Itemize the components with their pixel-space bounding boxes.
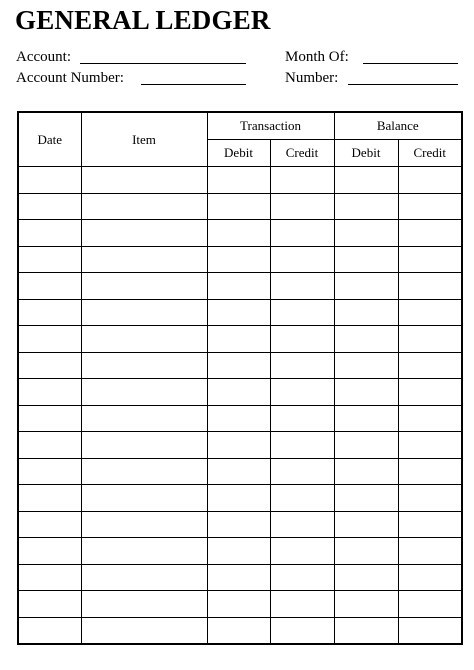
transaction-debit-cell[interactable] bbox=[207, 564, 270, 591]
month-of-blank-line[interactable] bbox=[363, 63, 458, 64]
balance-credit-cell[interactable] bbox=[398, 538, 462, 565]
item-cell[interactable] bbox=[81, 485, 207, 512]
account-number-field bbox=[16, 69, 124, 87]
page-title: GENERAL LEDGER bbox=[15, 5, 271, 35]
date-cell[interactable] bbox=[18, 273, 81, 300]
balance-header: Balance bbox=[334, 112, 462, 140]
transaction-debit-cell[interactable] bbox=[207, 246, 270, 273]
table-row bbox=[18, 538, 462, 565]
transaction-debit-cell[interactable] bbox=[207, 299, 270, 326]
balance-debit-cell[interactable] bbox=[334, 193, 398, 220]
date-cell[interactable] bbox=[18, 564, 81, 591]
balance-credit-cell[interactable] bbox=[398, 167, 462, 194]
item-cell[interactable] bbox=[81, 511, 207, 538]
date-cell[interactable] bbox=[18, 617, 81, 644]
balance-credit-cell[interactable] bbox=[398, 617, 462, 644]
date-cell[interactable] bbox=[18, 511, 81, 538]
balance-debit-cell[interactable] bbox=[334, 405, 398, 432]
item-cell[interactable] bbox=[81, 299, 207, 326]
balance-debit-cell[interactable] bbox=[334, 432, 398, 459]
balance-credit-cell[interactable] bbox=[398, 458, 462, 485]
balance-debit-cell[interactable] bbox=[334, 220, 398, 247]
transaction-debit-cell[interactable] bbox=[207, 193, 270, 220]
transaction-credit-cell[interactable] bbox=[270, 485, 334, 512]
item-cell[interactable] bbox=[81, 538, 207, 565]
balance-debit-cell[interactable] bbox=[334, 485, 398, 512]
transaction-debit-cell[interactable] bbox=[207, 617, 270, 644]
item-cell[interactable] bbox=[81, 273, 207, 300]
table-row bbox=[18, 379, 462, 406]
transaction-credit-cell[interactable] bbox=[270, 432, 334, 459]
table-row bbox=[18, 485, 462, 512]
balance-credit-cell[interactable] bbox=[398, 193, 462, 220]
transaction-debit-header: Debit bbox=[207, 140, 270, 167]
balance-credit-cell[interactable] bbox=[398, 485, 462, 512]
table-row bbox=[18, 220, 462, 247]
table-row bbox=[18, 193, 462, 220]
transaction-credit-header: Credit bbox=[270, 140, 334, 167]
transaction-debit-cell[interactable] bbox=[207, 591, 270, 618]
item-header: Item bbox=[81, 112, 207, 167]
balance-debit-cell[interactable] bbox=[334, 511, 398, 538]
table-row bbox=[18, 299, 462, 326]
account-number-blank-line[interactable] bbox=[141, 84, 246, 85]
date-cell[interactable] bbox=[18, 352, 81, 379]
number-field bbox=[285, 69, 338, 87]
balance-debit-cell[interactable] bbox=[334, 352, 398, 379]
transaction-credit-cell[interactable] bbox=[270, 352, 334, 379]
account-label: Account: bbox=[16, 49, 71, 65]
transaction-credit-cell[interactable] bbox=[270, 246, 334, 273]
balance-debit-cell[interactable] bbox=[334, 538, 398, 565]
item-cell[interactable] bbox=[81, 220, 207, 247]
balance-debit-cell[interactable] bbox=[334, 273, 398, 300]
balance-debit-cell[interactable] bbox=[334, 299, 398, 326]
transaction-debit-cell[interactable] bbox=[207, 379, 270, 406]
transaction-credit-cell[interactable] bbox=[270, 379, 334, 406]
month-of-label: Month Of: bbox=[285, 49, 349, 65]
transaction-debit-cell[interactable] bbox=[207, 220, 270, 247]
number-label: Number: bbox=[285, 70, 339, 86]
item-cell[interactable] bbox=[81, 326, 207, 353]
item-cell[interactable] bbox=[81, 458, 207, 485]
date-cell[interactable] bbox=[18, 299, 81, 326]
table-row bbox=[18, 432, 462, 459]
date-cell[interactable] bbox=[18, 220, 81, 247]
balance-debit-cell[interactable] bbox=[334, 564, 398, 591]
transaction-credit-cell[interactable] bbox=[270, 299, 334, 326]
balance-credit-cell[interactable] bbox=[398, 326, 462, 353]
transaction-debit-cell[interactable] bbox=[207, 326, 270, 353]
balance-debit-cell[interactable] bbox=[334, 591, 398, 618]
date-cell[interactable] bbox=[18, 167, 81, 194]
balance-credit-cell[interactable] bbox=[398, 432, 462, 459]
transaction-debit-cell[interactable] bbox=[207, 273, 270, 300]
balance-credit-cell[interactable] bbox=[398, 564, 462, 591]
table-row bbox=[18, 405, 462, 432]
table-row bbox=[18, 167, 462, 194]
balance-credit-cell[interactable] bbox=[398, 352, 462, 379]
balance-debit-header: Debit bbox=[334, 140, 398, 167]
balance-debit-cell[interactable] bbox=[334, 379, 398, 406]
balance-credit-header: Credit bbox=[398, 140, 462, 167]
item-cell[interactable] bbox=[81, 591, 207, 618]
table-row bbox=[18, 564, 462, 591]
table-row bbox=[18, 273, 462, 300]
transaction-credit-cell[interactable] bbox=[270, 564, 334, 591]
balance-debit-cell[interactable] bbox=[334, 326, 398, 353]
transaction-header: Transaction bbox=[207, 112, 334, 140]
table-row bbox=[18, 352, 462, 379]
balance-credit-cell[interactable] bbox=[398, 220, 462, 247]
date-cell[interactable] bbox=[18, 246, 81, 273]
account-field bbox=[16, 48, 71, 66]
date-cell[interactable] bbox=[18, 432, 81, 459]
date-header: Date bbox=[18, 112, 81, 167]
transaction-credit-cell[interactable] bbox=[270, 220, 334, 247]
transaction-credit-cell[interactable] bbox=[270, 326, 334, 353]
item-cell[interactable] bbox=[81, 405, 207, 432]
transaction-credit-cell[interactable] bbox=[270, 538, 334, 565]
account-number-label: Account Number: bbox=[16, 70, 124, 86]
transaction-debit-cell[interactable] bbox=[207, 458, 270, 485]
table-row bbox=[18, 511, 462, 538]
date-cell[interactable] bbox=[18, 379, 81, 406]
balance-credit-cell[interactable] bbox=[398, 246, 462, 273]
ledger-table bbox=[17, 111, 463, 645]
transaction-debit-cell[interactable] bbox=[207, 538, 270, 565]
item-cell[interactable] bbox=[81, 193, 207, 220]
date-cell[interactable] bbox=[18, 538, 81, 565]
date-cell[interactable] bbox=[18, 591, 81, 618]
transaction-debit-cell[interactable] bbox=[207, 405, 270, 432]
date-cell[interactable] bbox=[18, 458, 81, 485]
balance-debit-cell[interactable] bbox=[334, 617, 398, 644]
item-cell[interactable] bbox=[81, 564, 207, 591]
table-row bbox=[18, 326, 462, 353]
table-row bbox=[18, 246, 462, 273]
balance-debit-cell[interactable] bbox=[334, 167, 398, 194]
item-cell[interactable] bbox=[81, 167, 207, 194]
balance-credit-cell[interactable] bbox=[398, 273, 462, 300]
transaction-debit-cell[interactable] bbox=[207, 432, 270, 459]
item-cell[interactable] bbox=[81, 246, 207, 273]
balance-debit-cell[interactable] bbox=[334, 246, 398, 273]
month-of-field bbox=[285, 48, 349, 66]
balance-credit-cell[interactable] bbox=[398, 591, 462, 618]
balance-credit-cell[interactable] bbox=[398, 299, 462, 326]
transaction-debit-cell[interactable] bbox=[207, 352, 270, 379]
transaction-debit-cell[interactable] bbox=[207, 511, 270, 538]
transaction-credit-cell[interactable] bbox=[270, 167, 334, 194]
transaction-credit-cell[interactable] bbox=[270, 193, 334, 220]
balance-credit-cell[interactable] bbox=[398, 379, 462, 406]
ledger-body bbox=[18, 167, 462, 645]
transaction-credit-cell[interactable] bbox=[270, 591, 334, 618]
item-cell[interactable] bbox=[81, 617, 207, 644]
table-row bbox=[18, 591, 462, 618]
account-blank-line[interactable] bbox=[80, 63, 246, 64]
transaction-credit-cell[interactable] bbox=[270, 273, 334, 300]
balance-debit-cell[interactable] bbox=[334, 458, 398, 485]
balance-credit-cell[interactable] bbox=[398, 405, 462, 432]
date-cell[interactable] bbox=[18, 193, 81, 220]
transaction-debit-cell[interactable] bbox=[207, 167, 270, 194]
transaction-debit-cell[interactable] bbox=[207, 485, 270, 512]
transaction-credit-cell[interactable] bbox=[270, 458, 334, 485]
transaction-credit-cell[interactable] bbox=[270, 405, 334, 432]
date-cell[interactable] bbox=[18, 405, 81, 432]
balance-credit-cell[interactable] bbox=[398, 511, 462, 538]
number-blank-line[interactable] bbox=[348, 84, 458, 85]
transaction-credit-cell[interactable] bbox=[270, 511, 334, 538]
table-row bbox=[18, 617, 462, 644]
item-cell[interactable] bbox=[81, 352, 207, 379]
date-cell[interactable] bbox=[18, 485, 81, 512]
table-row bbox=[18, 458, 462, 485]
item-cell[interactable] bbox=[81, 379, 207, 406]
transaction-credit-cell[interactable] bbox=[270, 617, 334, 644]
item-cell[interactable] bbox=[81, 432, 207, 459]
date-cell[interactable] bbox=[18, 326, 81, 353]
